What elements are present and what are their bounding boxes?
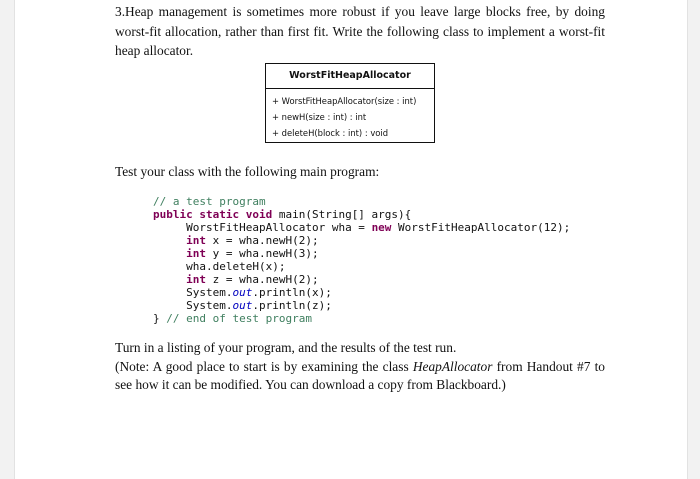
code-field: out — [232, 286, 253, 299]
code-keyword: new — [371, 221, 392, 234]
uml-method: + WorstFitHeapAllocator(size : int) — [272, 96, 417, 106]
uml-methods — [266, 89, 434, 141]
code-text: System. — [186, 299, 233, 312]
uml-class-name: WorstFitHeapAllocator — [266, 64, 434, 89]
code-comment: // a test program — [153, 195, 266, 208]
uml-class-box — [265, 63, 435, 143]
code-text: .println(x); — [252, 286, 332, 299]
code-text: z = wha.newH(2); — [206, 273, 319, 286]
submission-line: Turn in a listing of your program, and the results of the test run. — [115, 340, 457, 355]
class-name-reference: HeapAllocator — [412, 358, 493, 374]
code-text: WorstFitHeapAllocator wha = — [186, 221, 372, 234]
uml-method: + deleteH(block : int) : void — [272, 128, 389, 138]
code-block — [153, 195, 570, 325]
code-text: main(String[] args){ — [272, 208, 412, 221]
code-text: y = wha.newH(3); — [206, 247, 319, 260]
code-field: out — [232, 299, 253, 312]
uml-method: + newH(size : int) : int — [272, 112, 367, 122]
test-instruction: Test your class with the following main program: — [115, 164, 380, 179]
question-intro: 3.Heap management is sometimes more robust if you leave large blocks free, by doing worst-fit allocation, rather than first fit. Write the following class to implement a worst-fit heap allocator. — [115, 4, 605, 58]
code-keyword: public static void — [153, 208, 273, 221]
code-text: } — [153, 312, 167, 325]
note-text: (Note: A good place to start is by examining the class — [115, 358, 413, 374]
code-keyword: int — [186, 234, 206, 247]
note-text: from Handout #7 to see how it can be modified. You can download a copy from Blackboard.) — [115, 358, 605, 392]
document-page — [14, 0, 688, 479]
code-text: System. — [186, 286, 233, 299]
code-comment: // end of test program — [166, 312, 312, 325]
code-keyword: int — [186, 247, 206, 260]
code-text: wha.deleteH(x); — [186, 260, 286, 273]
submission-instructions — [115, 339, 605, 395]
note-paragraph — [115, 358, 605, 395]
code-keyword: int — [186, 273, 206, 286]
code-text: WorstFitHeapAllocator(12); — [391, 221, 571, 234]
code-text: x = wha.newH(2); — [206, 234, 319, 247]
code-text: .println(z); — [252, 299, 332, 312]
